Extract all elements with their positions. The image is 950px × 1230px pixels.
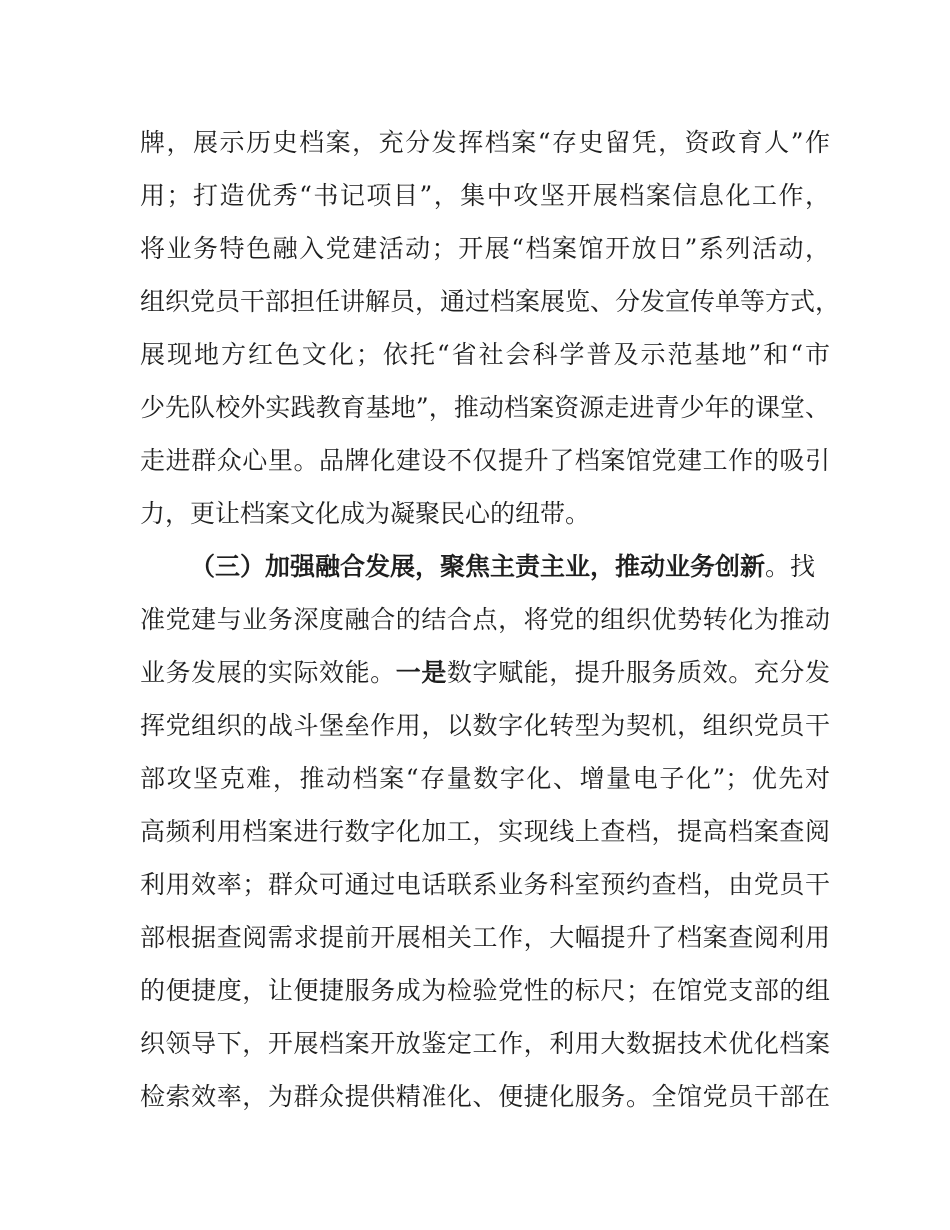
paragraph-1-line-8: 力，更让档案文化成为凝聚民心的纽带。 (140, 499, 591, 528)
paragraph-2-line-4: 挥党组织的战斗堡垒作用，以数字化转型为契机，组织党员干 (140, 711, 830, 740)
paragraph-1-line-4: 组织党员干部担任讲解员，通过档案展览、分发宣传单等方式， (140, 287, 841, 316)
paragraph-2-line-11: 检索效率，为群众提供精准化、便捷化服务。全馆党员干部在 (140, 1082, 830, 1111)
line-3-pre: 业务发展的实际效能。 (140, 658, 396, 687)
paragraph-2-line-9: 的便捷度，让便捷服务成为检验党性的标尺；在馆党支部的组 (140, 976, 830, 1005)
line-3-post: 数字赋能，提升服务质效。充分发 (446, 658, 830, 687)
section-heading: （三）加强融合发展，聚焦主责主业，推动业务创新 (190, 552, 766, 581)
paragraph-1-line-6: 少先队校外实践教育基地”，推动档案资源走进青少年的课堂、 (140, 393, 830, 422)
paragraph-1-line-7: 走进群众心里。品牌化建设不仅提升了档案馆党建工作的吸引 (140, 446, 830, 475)
paragraph-1-line-2: 用；打造优秀“书记项目”，集中攻坚开展档案信息化工作， (140, 181, 830, 210)
paragraph-2-line-1 (190, 547, 816, 587)
paragraph-1-line-5: 展现地方红色文化；依托“省社会科学普及示范基地”和“市 (140, 340, 830, 369)
paragraph-2-line-2: 准党建与业务深度融合的结合点，将党的组织优势转化为推动 (140, 605, 830, 634)
point-one-label: 一是 (395, 658, 447, 687)
paragraph-2-line-6: 高频利用档案进行数字化加工，实现线上查档，提高档案查阅 (140, 817, 830, 846)
paragraph-2-line-7: 利用效率；群众可通过电话联系业务科室预约查档，由党员干 (140, 870, 830, 899)
heading-tail: 。找 (765, 552, 816, 581)
paragraph-1-line-1: 牌，展示历史档案，充分发挥档案“存史留凭，资政育人”作 (140, 128, 830, 157)
paragraph-2-line-10: 织领导下，开展档案开放鉴定工作，利用大数据技术优化档案 (140, 1029, 830, 1058)
paragraph-2-line-8: 部根据查阅需求提前开展相关工作，大幅提升了档案查阅利用 (140, 923, 830, 952)
paragraph-2-line-3 (140, 653, 830, 693)
paragraph-1-line-3: 将业务特色融入党建活动；开展“档案馆开放日”系列活动， (140, 234, 830, 263)
paragraph-2-line-5: 部攻坚克难，推动档案“存量数字化、增量电子化”；优先对 (140, 764, 830, 793)
